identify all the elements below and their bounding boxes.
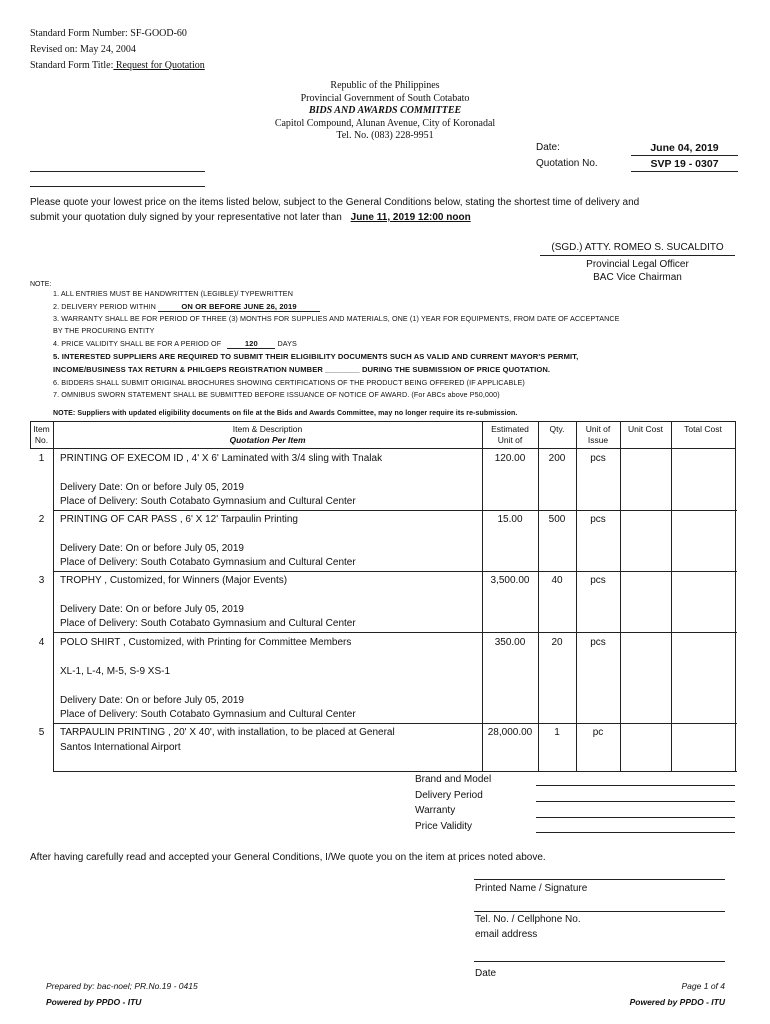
date-line[interactable] [474,961,725,962]
delivery-date: Delivery Date: On or before July 05, 2019 [60,695,244,706]
total-cost-cell[interactable] [672,511,734,570]
estimated-cost: 3,500.00 [490,575,530,586]
brand-model-label: Brand and Model [415,774,492,785]
quantity: 40 [551,575,563,586]
signature-line[interactable] [474,879,725,880]
price-validity-days: 120 [227,339,275,349]
date-label: Date: [536,142,560,153]
supplier-name-line[interactable] [30,171,205,172]
powered-by-right: Powered by PPDO - ITU [629,997,725,1007]
unit-cost-cell[interactable] [621,633,670,722]
item-description: POLO SHIRT , Customized, with Printing for Committee Members [60,637,352,648]
col-border-qty [576,421,577,771]
tel-label: Tel. No. / Cellphone No. [475,914,581,925]
header-unit-cost: Unit Cost [628,424,663,434]
signatory-title-1: Provincial Legal Officer [586,259,689,270]
col-border-right [735,421,736,771]
note-5a: 5. INTERESTED SUPPLIERS ARE REQUIRED TO SUBMIT THEIR ELIGIBILITY DOCUMENTS SUCH AS VALID AND CURRENT MAYOR'S PERMIT, [53,352,579,361]
quotation-no-label: Quotation No. [536,158,598,169]
item-description: TARPAULIN PRINTING , 20' X 40', with installation, to be placed at General [60,727,395,738]
total-cost-cell[interactable] [672,633,734,722]
item-description: PRINTING OF EXECOM ID , 4' X 6' Laminated with 3/4 sling with Tnalak [60,453,383,464]
intro-line-2: submit your quotation duly signed by your representative not later than June 11, 2019 12:00 noon [30,212,471,223]
price-validity-input[interactable] [536,832,735,833]
delivery-date: Delivery Date: On or before July 05, 2019 [60,482,244,493]
header-province: Provincial Government of South Cotabato [300,92,470,104]
closing-statement: After having carefully read and accepted your General Conditions, I/We quote you on the item at prices noted above. [30,852,546,863]
header-committee: BIDS AND AWARDS COMMITTEE [308,105,462,116]
quantity: 200 [548,453,566,464]
estimated-cost: 350.00 [494,637,526,648]
note-6: 6. BIDDERS SHALL SUBMIT ORIGINAL BROCHURES SHOWING CERTIFICATIONS OF THE PRODUCT BEING OFFERED (IF APPLICABLE) [53,378,525,387]
header-address: Capitol Compound, Alunan Avenue, City of Koronadal [274,117,496,129]
note-4: 4. PRICE VALIDITY SHALL BE FOR A PERIOD OF 120 DAYS [53,339,297,348]
form-title: Standard Form Title: Request for Quotation [30,60,205,71]
brand-model-input[interactable] [536,785,735,786]
unit-cost-cell[interactable] [621,724,670,770]
unit-of-issue: pcs [590,637,606,648]
unit-of-issue: pcs [590,575,606,586]
quantity: 500 [548,514,566,525]
table-bottom-border [53,771,737,772]
header-republic: Republic of the Philippines [330,80,440,91]
agency-header [185,80,585,143]
col-border-est [538,421,539,771]
quantity: 20 [551,637,563,648]
email-label: email address [475,929,538,940]
header-unit-of-issue: Unit of Issue [585,424,611,445]
contact-line[interactable] [474,911,725,912]
header-tel: Tel. No. (083) 228-9951 [336,130,434,141]
prepared-by: Prepared by: bac-noel; PR.No.19 - 0415 [46,981,198,991]
revised-date: Revised on: May 24, 2004 [30,44,136,55]
unit-of-issue: pc [592,727,604,738]
header-qty: Qty. [549,424,565,434]
supplier-address-line[interactable] [30,186,205,187]
eligibility-note: NOTE: Suppliers with updated eligibility documents on file at the Bids and Awards Committee, may no longer require its re-submission. [53,410,518,417]
delivery-period-input[interactable] [536,801,735,802]
place-of-delivery: Place of Delivery: South Cotabato Gymnasium and Cultural Center [60,557,356,568]
warranty-label: Warranty [415,805,456,816]
signatory-title-2: BAC Vice Chairman [593,272,682,283]
delivery-date: Delivery Date: On or before July 05, 2019 [60,543,244,554]
delivery-period-value: ON OR BEFORE JUNE 26, 2019 [158,302,320,312]
quantity: 1 [554,727,560,738]
size-breakdown: XL-1, L-4, M-5, S-9 XS-1 [60,666,171,677]
estimated-cost: 28,000.00 [487,727,533,738]
estimated-cost: 120.00 [494,453,526,464]
page-number: Page 1 of 4 [681,981,725,991]
total-cost-cell[interactable] [672,572,734,631]
form-number: Standard Form Number: SF-GOOD-60 [30,28,187,39]
note-3a: 3. WARRANTY SHALL BE FOR PERIOD OF THREE (3) MONTHS FOR SUPPLIES AND MATERIALS, ONE (1) YEAR FOR EQUIPMENTS, FROM DATE OF ACCEPTANCE [53,314,620,323]
delivery-date: Delivery Date: On or before July 05, 2019 [60,604,244,615]
unit-of-issue: pcs [590,453,606,464]
note-5b: INCOME/BUSINESS TAX RETURN & PHILGEPS REGISTRATION NUMBER ________ DURING THE SUBMISSION OF PRICE QUOTATION. [53,365,551,374]
total-cost-cell[interactable] [672,724,734,770]
place-of-delivery: Place of Delivery: South Cotabato Gymnasium and Cultural Center [60,618,356,629]
form-meta [30,26,205,74]
intro-line-1: Please quote your lowest price on the items listed below, subject to the General Conditions below, stating the shortest time of delivery and [30,197,640,208]
place-of-delivery: Place of Delivery: South Cotabato Gymnasium and Cultural Center [60,709,356,720]
estimated-cost: 15.00 [497,514,523,525]
item-description-cont: Santos International Airport [60,742,181,753]
note-label: NOTE: [30,281,52,288]
unit-cost-cell[interactable] [621,449,670,509]
col-border-item [53,421,54,771]
header-total-cost: Total Cost [684,424,722,434]
powered-by-left: Powered by PPDO - ITU [46,997,142,1007]
warranty-input[interactable] [536,817,735,818]
header-description: Item & Description Quotation Per Item [229,424,306,445]
item-description: PRINTING OF CAR PASS , 6' X 12' Tarpaulin Printing [60,514,298,525]
header-item-no: Item No. [33,424,50,445]
printed-name-label: Printed Name / Signature [475,883,588,894]
unit-cost-cell[interactable] [621,511,670,570]
header-estimated: Estimated Unit of [491,424,529,445]
quotation-no-value: SVP 19 - 0307 [631,158,738,172]
note-7: 7. OMNIBUS SWORN STATEMENT SHALL BE SUBMITTED BEFORE ISSUANCE OF NOTICE OF AWARD. (For ABCs above P50,000) [53,390,500,399]
price-validity-label: Price Validity [415,821,473,832]
delivery-period-label: Delivery Period [415,790,483,801]
unit-cost-cell[interactable] [621,572,670,631]
total-cost-cell[interactable] [672,449,734,509]
place-of-delivery: Place of Delivery: South Cotabato Gymnasium and Cultural Center [60,496,356,507]
note-1: 1. ALL ENTRIES MUST BE HANDWRITTEN (LEGIBLE)/ TYPEWRITTEN [53,289,293,298]
item-description: TROPHY , Customized, for Winners (Major Events) [60,575,288,586]
unit-of-issue: pcs [590,514,606,525]
date-signature-label: Date [475,968,497,979]
note-3b: BY THE PROCURING ENTITY [53,326,155,335]
col-border-desc [482,421,483,771]
signatory-name: (SGD.) ATTY. ROMEO S. SUCALDITO [540,242,735,256]
date-value: June 04, 2019 [631,142,738,156]
deadline: June 11, 2019 12:00 noon [350,212,471,223]
note-2: 2. DELIVERY PERIOD WITHIN ON OR BEFORE JUNE 26, 2019 [53,302,320,312]
table-top-border [30,421,735,422]
